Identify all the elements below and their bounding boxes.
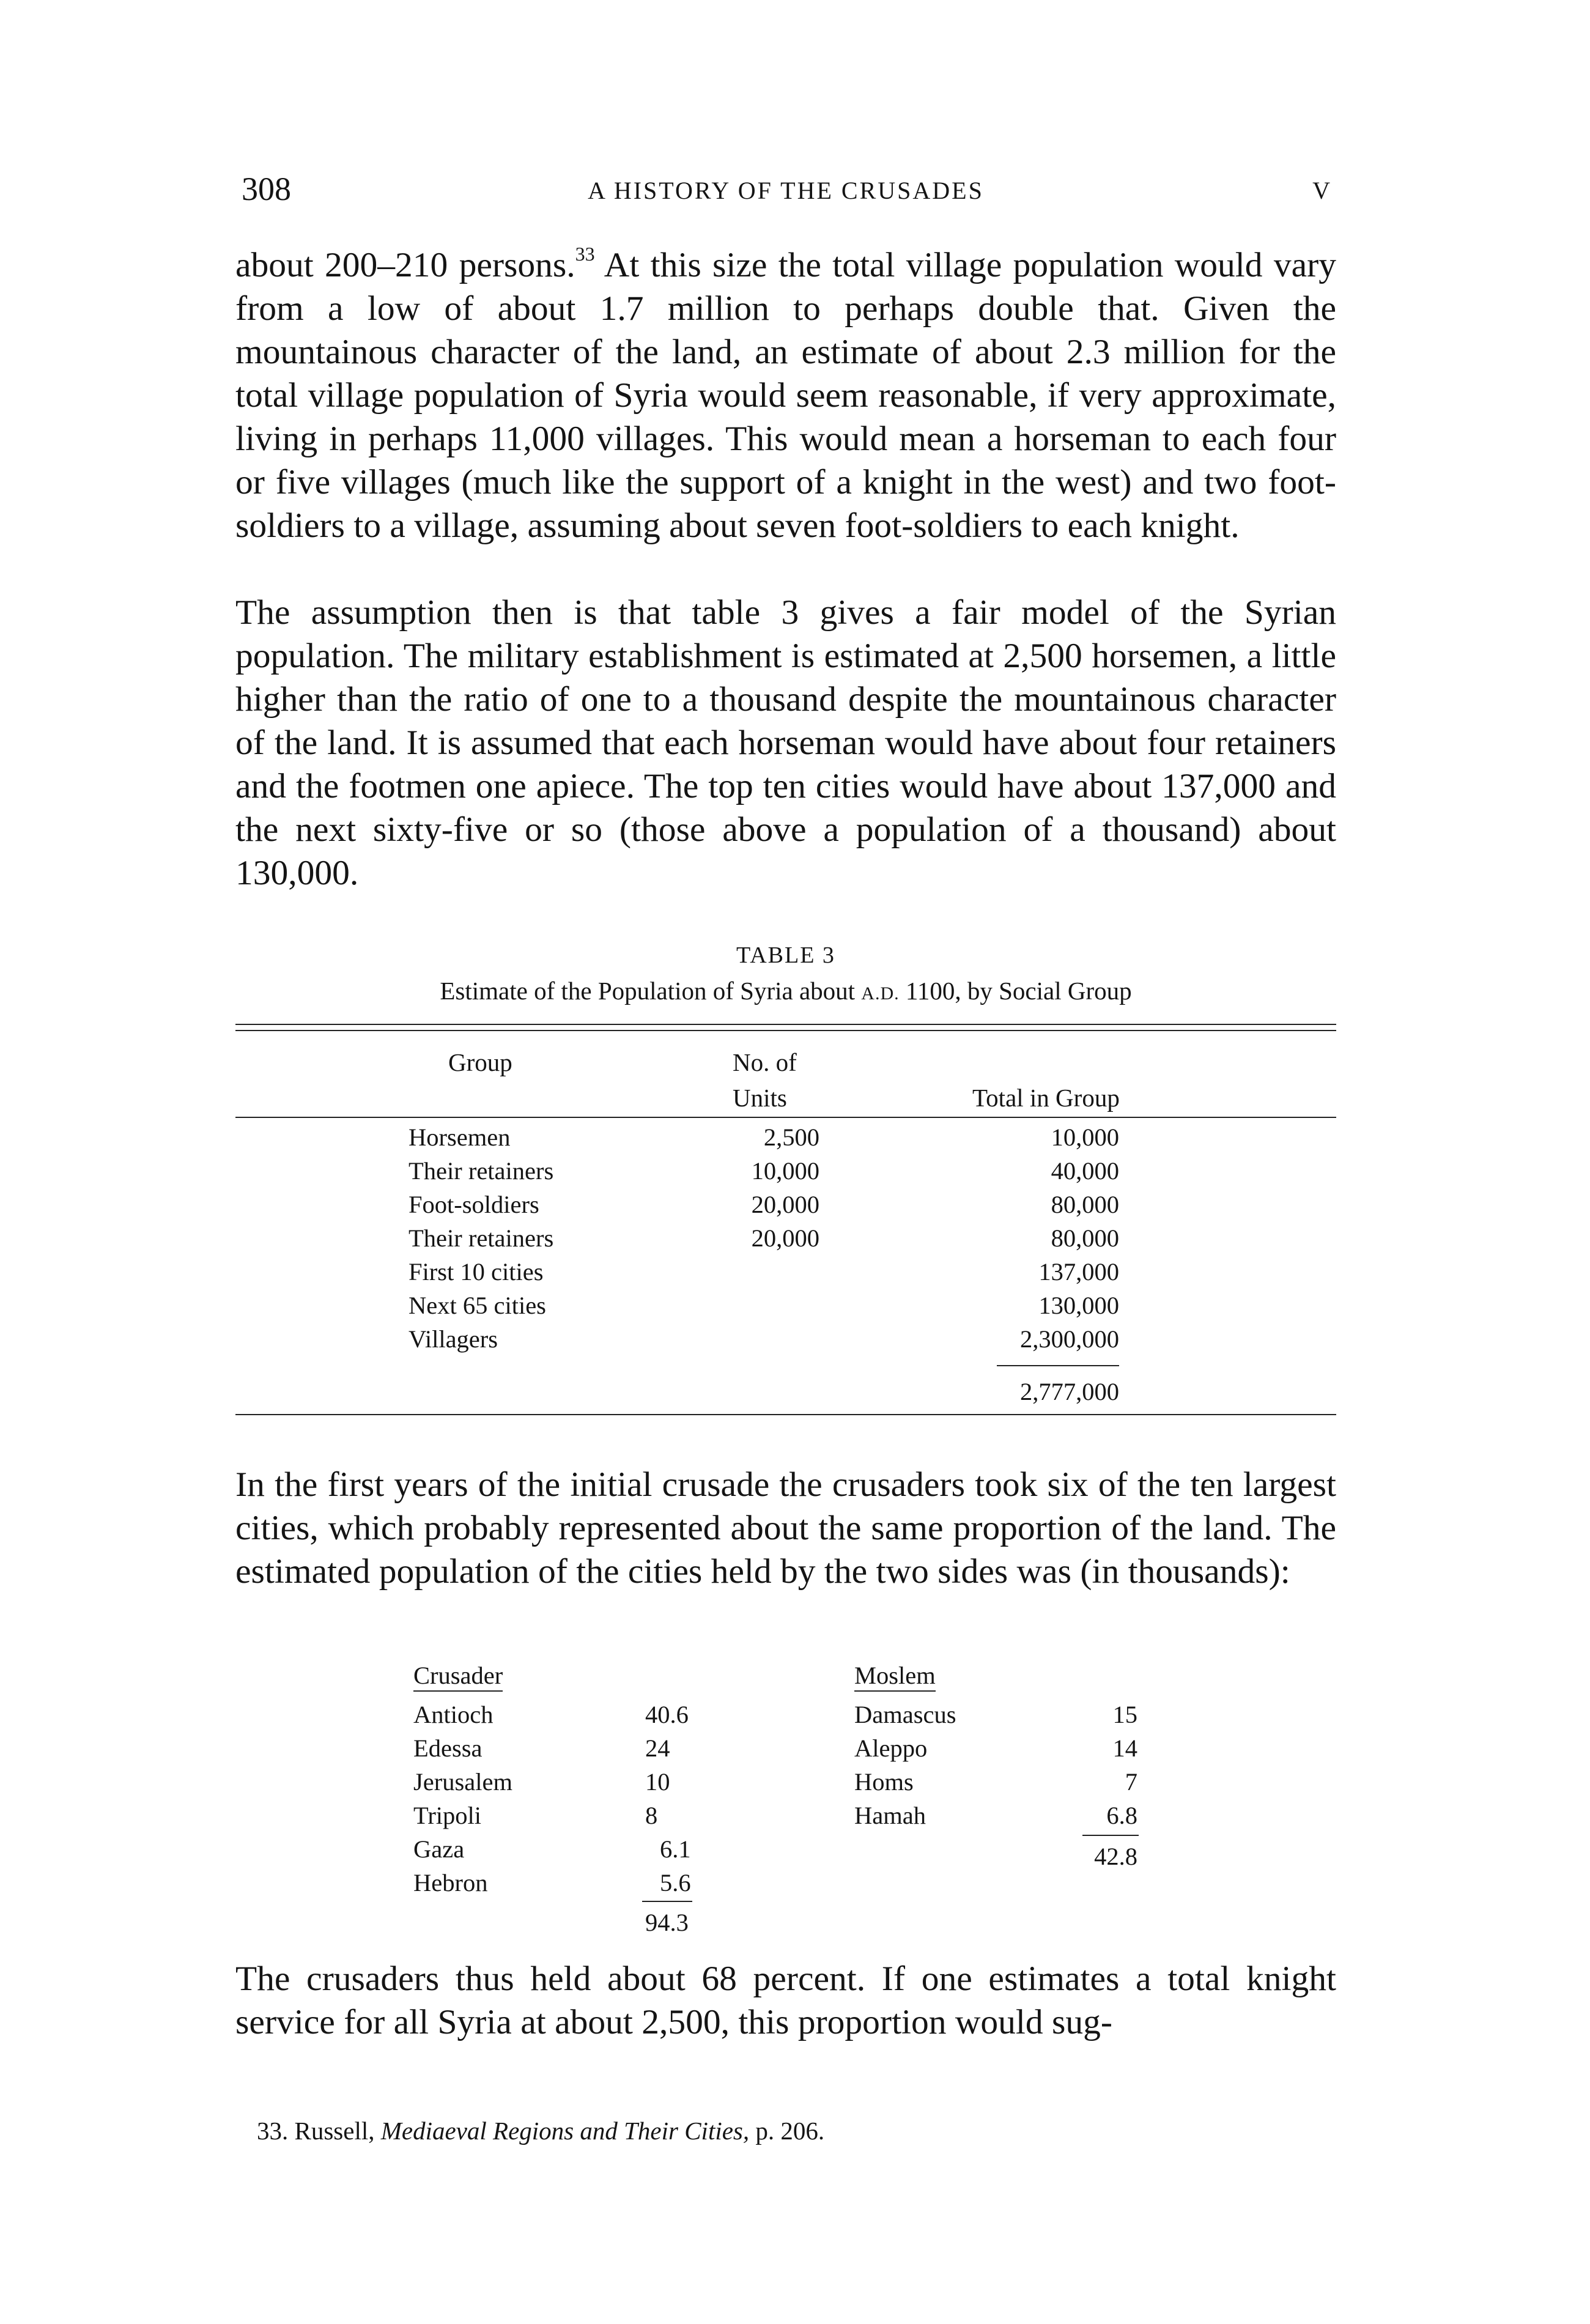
crusader-sum-rule — [642, 1901, 692, 1902]
table-cell-group: First 10 cities — [409, 1258, 544, 1286]
table-cell-total: 2,300,000 — [1020, 1325, 1119, 1353]
table-sum-rule — [997, 1365, 1119, 1366]
table-header-group: Group — [448, 1048, 512, 1076]
crusader-value: 6.1 — [660, 1835, 691, 1863]
table-cell-units — [731, 1289, 819, 1322]
footnote-work-title: Mediaeval Regions and Their Cities, — [380, 2117, 750, 2145]
table-cell-units: 20,000 — [751, 1191, 819, 1218]
crusader-value-list — [645, 1698, 691, 1900]
table-top-rule-second — [235, 1030, 1336, 1031]
table-cell-total: 80,000 — [1051, 1224, 1119, 1252]
footnote-author: Russell, — [294, 2117, 375, 2145]
paragraph-1 — [235, 243, 1336, 547]
table-cell-total: 10,000 — [1051, 1123, 1119, 1151]
moslem-value-list — [1076, 1698, 1137, 1832]
crusader-value: 10 — [645, 1768, 670, 1796]
table-top-rule — [235, 1024, 1336, 1025]
table-cell-units: 20,000 — [751, 1224, 819, 1252]
moslem-city: Aleppo — [854, 1734, 928, 1762]
table-header-rule — [235, 1117, 1336, 1118]
footnote-page: p. 206. — [755, 2117, 825, 2145]
table-header-units-line2: Units — [733, 1084, 787, 1112]
moslem-sum-rule — [1082, 1835, 1139, 1836]
moslem-value: 15 — [1112, 1701, 1137, 1728]
table-cell-total: 40,000 — [1051, 1157, 1119, 1185]
paragraph-4: The crusaders thus held about 68 percent. If one estimates a total knight service for all Syria at about 2,500, this proportion would sug- — [235, 1959, 1336, 2041]
crusader-city: Jerusalem — [413, 1768, 512, 1796]
moslem-city-list — [854, 1698, 956, 1832]
table-cell-group: Villagers — [409, 1325, 498, 1353]
footnote-number: 33. — [257, 2117, 289, 2145]
footnote — [257, 2116, 824, 2145]
page-number: 308 — [242, 171, 291, 207]
table-cell-group: Their retainers — [409, 1224, 554, 1252]
table-group-column — [409, 1120, 553, 1356]
table-header-units-line1: No. of — [733, 1048, 797, 1076]
moslem-heading-text: Moslem — [854, 1662, 936, 1692]
moslem-value: 6.8 — [1106, 1802, 1137, 1829]
moslem-city: Homs — [854, 1768, 914, 1796]
table-cell-units: 10,000 — [751, 1157, 819, 1185]
paragraph-2: The assumption then is that table 3 gives a fair model of the Syrian population. The military establishment is estimated at 2,500 horsemen, a little higher than the ratio of one to a thousand despite the mountainous character of the land. It is assumed that each horseman would have about four retainers and the footmen one apiece. The top ten cities would have about 137,000 and the next sixty-five or so (those above a population of a thousand) about 130,000. — [235, 593, 1336, 892]
table-title-era: A.D. — [861, 983, 900, 1004]
paragraph-3: In the first years of the initial crusade the crusaders took six of the ten largest cities, which probably represented about the same proportion of the land. The estimated population of the cities held by the two sides was (in thousands): — [235, 1465, 1336, 1591]
paragraph-1-rest: At this size the total village population would vary from a low of about 1.7 million to perhaps double that. Given the mountainous character of the land, an estimate of about 2.3 million for the total village population of Syria would seem reasonable, if very approximate, living in perhaps 11,000 villages. This would mean a horseman to each four or five villages (much like the support of a knight in the west) and two foot-soldiers to a village, assuming about seven foot-soldiers to each knight. — [235, 246, 1337, 545]
table-cell-group: Horsemen — [409, 1123, 511, 1151]
table-cell-units — [731, 1255, 819, 1289]
moslem-city: Damascus — [854, 1701, 956, 1728]
table-header-total: Total in Group — [972, 1084, 1120, 1112]
table-sum-value: 2,777,000 — [1020, 1378, 1119, 1405]
table-cell-group: Next 65 cities — [409, 1292, 546, 1319]
table-total-column — [954, 1120, 1119, 1356]
crusader-heading — [413, 1661, 503, 1690]
moslem-city: Hamah — [854, 1802, 926, 1829]
table-cell-total: 80,000 — [1051, 1191, 1119, 1218]
table-cell-total: 130,000 — [1038, 1292, 1119, 1319]
crusader-total: 94.3 — [645, 1909, 689, 1936]
crusader-city: Hebron — [413, 1869, 488, 1897]
moslem-value: 14 — [1112, 1734, 1137, 1762]
table-sum-cell — [954, 1375, 1119, 1408]
running-head — [242, 170, 1330, 213]
crusader-city: Gaza — [413, 1835, 465, 1863]
moslem-value: 7 — [1125, 1768, 1137, 1796]
table-cell-group: Their retainers — [409, 1157, 554, 1185]
table-title-start: Estimate of the Population of Syria about — [440, 977, 862, 1005]
moslem-total: 42.8 — [1094, 1843, 1137, 1870]
crusader-city-list — [413, 1698, 512, 1900]
footnote-reference[interactable]: 33 — [575, 243, 595, 265]
crusader-value: 5.6 — [660, 1869, 691, 1897]
crusader-city: Antioch — [413, 1701, 494, 1728]
crusader-heading-text: Crusader — [413, 1662, 503, 1692]
table-units-column — [731, 1120, 819, 1356]
table-title-end: 1100, by Social Group — [899, 977, 1132, 1005]
paragraph-1-start: about 200–210 persons. — [235, 246, 575, 284]
crusader-value: 24 — [645, 1734, 670, 1762]
part-number: V — [1312, 177, 1330, 204]
crusader-value: 8 — [645, 1802, 658, 1829]
crusader-value: 40.6 — [645, 1701, 689, 1728]
crusader-city: Edessa — [413, 1734, 483, 1762]
running-title: A HISTORY OF THE CRUSADES — [588, 177, 984, 204]
table-cell-group: Foot-soldiers — [409, 1191, 539, 1218]
table-bottom-rule — [235, 1414, 1336, 1415]
moslem-heading — [854, 1661, 936, 1690]
table-cell-total: 137,000 — [1038, 1258, 1119, 1286]
table-cell-units: 2,500 — [763, 1123, 819, 1151]
table-cell-units — [731, 1322, 819, 1356]
table-title — [235, 976, 1336, 1005]
crusader-city: Tripoli — [413, 1802, 482, 1829]
table-label: TABLE 3 — [736, 942, 835, 968]
